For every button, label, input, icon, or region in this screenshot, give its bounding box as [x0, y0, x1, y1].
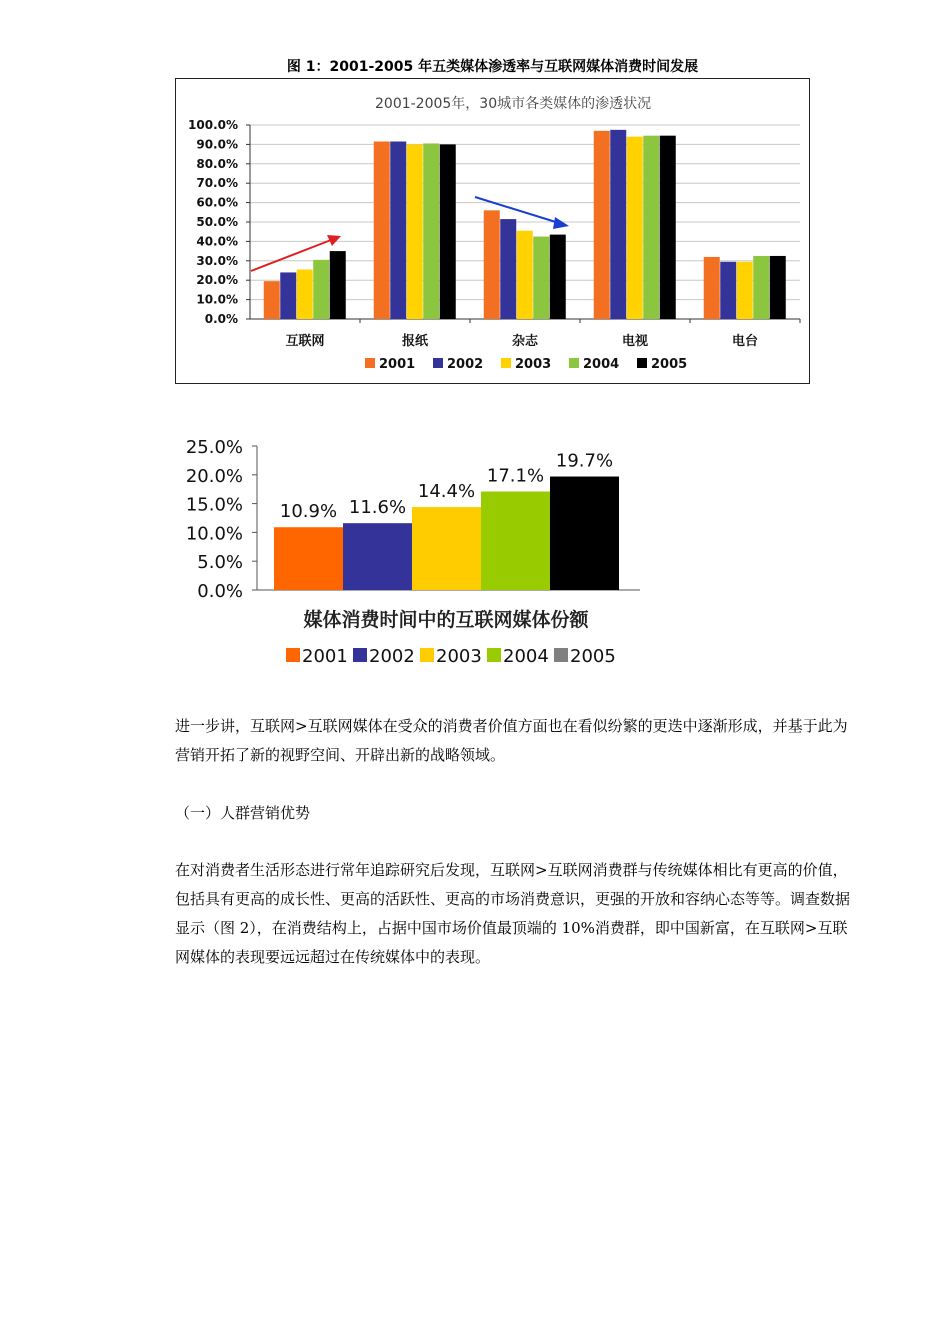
legend-swatch-2001 — [365, 358, 375, 368]
y-tick-label: 0.0% — [204, 312, 238, 326]
legend-swatch-2004 — [487, 648, 501, 662]
bar-报纸-2003 — [407, 144, 423, 319]
y-tick-label: 25.0% — [185, 437, 243, 458]
y-tick-label: 0.0% — [197, 581, 243, 602]
bar-报纸-2004 — [423, 143, 439, 319]
bar-互联网-2004 — [313, 260, 329, 319]
y-tick-label: 5.0% — [197, 552, 243, 574]
legend-swatch-2004 — [569, 358, 579, 368]
bar-报纸-2002 — [390, 141, 406, 319]
bar-2005 — [550, 477, 619, 590]
bar-电台-2003 — [737, 262, 753, 319]
data-label: 17.1% — [486, 465, 545, 487]
y-tick-label: 70.0% — [196, 176, 238, 191]
y-tick-label: 80.0% — [196, 156, 238, 171]
x-category-label: 互联网 — [285, 334, 325, 349]
bar-电台-2002 — [720, 262, 736, 319]
legend-swatch-2003 — [501, 358, 511, 368]
legend-label: 2002 — [447, 357, 484, 372]
x-category-label: 报纸 — [401, 334, 429, 349]
internet-share-chart — [170, 428, 650, 678]
bar-电视-2005 — [660, 136, 676, 319]
bar-2002 — [343, 523, 412, 590]
legend-label: 2001 — [379, 357, 416, 372]
media-penetration-chart — [175, 78, 810, 384]
legend-label: 2003 — [436, 646, 482, 667]
legend-swatch-2001 — [286, 648, 300, 662]
legend-label: 2005 — [570, 646, 616, 667]
legend-swatch-2005 — [637, 358, 647, 368]
y-tick-label: 40.0% — [196, 234, 238, 249]
figure-caption: 图 1：2001-2005 年五类媒体渗透率与互联网媒体消费时间发展 — [286, 59, 699, 75]
data-label: 10.9% — [279, 501, 338, 523]
bar-电视-2004 — [643, 136, 659, 319]
x-category-label: 电台 — [731, 334, 759, 349]
bar-电视-2002 — [610, 130, 626, 319]
legend-label: 2005 — [651, 357, 688, 372]
chart1-title: 2001-2005年，30城市各类媒体的渗透状况 — [375, 96, 652, 112]
bar-报纸-2005 — [440, 144, 456, 319]
legend-swatch-2002 — [353, 648, 367, 662]
bar-电视-2003 — [627, 137, 643, 319]
paragraph-body: 在对消费者生活形态进行常年追踪研究后发现，互联网>互联网消费群与传统媒体相比有更高的价值，包括具有更高的成长性、更高的活跃性、更高的市场消费意识，更强的开放和容纳心态等等。调查数据显示（图 2），在消费结构上，占据中国市场价值最顶端的 10%消费群，即中国新富，在互联网>互联网媒体的表现要远远超过在传统媒体中的表现。 — [175, 861, 851, 966]
y-tick-label: 100.0% — [188, 118, 238, 132]
bar-报纸-2001 — [374, 141, 390, 319]
bar-电视-2001 — [594, 131, 610, 319]
chart2-title: 媒体消费时间中的互联网媒体份额 — [303, 609, 589, 631]
bar-2004 — [481, 492, 550, 590]
y-tick-label: 90.0% — [196, 137, 238, 152]
legend-label: 2001 — [302, 646, 348, 667]
bar-互联网-2002 — [280, 272, 296, 319]
x-category-label: 杂志 — [511, 334, 539, 349]
legend-label: 2003 — [515, 357, 552, 372]
bar-互联网-2001 — [264, 281, 280, 319]
bar-杂志-2003 — [517, 231, 533, 319]
y-tick-label: 60.0% — [196, 195, 238, 210]
legend-swatch-2003 — [420, 648, 434, 662]
legend-swatch-2005 — [554, 648, 568, 662]
y-tick-label: 15.0% — [185, 494, 243, 516]
bar-2001 — [274, 527, 343, 590]
legend-label: 2004 — [503, 646, 549, 667]
legend-label: 2004 — [583, 357, 620, 372]
y-tick-label: 10.0% — [185, 523, 243, 545]
legend-swatch-2002 — [433, 358, 443, 368]
data-label: 14.4% — [417, 481, 476, 503]
bar-电台-2004 — [753, 256, 769, 319]
bar-电台-2005 — [770, 256, 786, 319]
bar-杂志-2002 — [500, 219, 516, 319]
bar-互联网-2005 — [330, 251, 346, 319]
data-label: 19.7% — [555, 450, 614, 472]
bar-互联网-2003 — [297, 270, 313, 319]
y-tick-label: 20.0% — [196, 273, 238, 288]
section-heading: （一）人群营销优势 — [175, 804, 311, 822]
bar-杂志-2005 — [550, 235, 566, 319]
x-category-label: 电视 — [621, 334, 649, 349]
paragraph-intro: 进一步讲，互联网>互联网媒体在受众的消费者价值方面也在看似纷繁的更迭中逐渐形成，并基于此为营销开拓了新的视野空间、开辟出新的战略领域。 — [175, 717, 848, 764]
y-tick-label: 50.0% — [196, 215, 238, 229]
bar-电台-2001 — [704, 257, 720, 319]
legend-label: 2002 — [369, 646, 415, 667]
y-tick-label: 20.0% — [185, 465, 243, 487]
data-label: 11.6% — [348, 497, 407, 519]
y-tick-label: 10.0% — [196, 292, 238, 307]
y-tick-label: 30.0% — [196, 253, 238, 268]
bar-2003 — [412, 507, 481, 590]
bar-杂志-2001 — [484, 210, 500, 319]
bar-杂志-2004 — [533, 237, 549, 319]
